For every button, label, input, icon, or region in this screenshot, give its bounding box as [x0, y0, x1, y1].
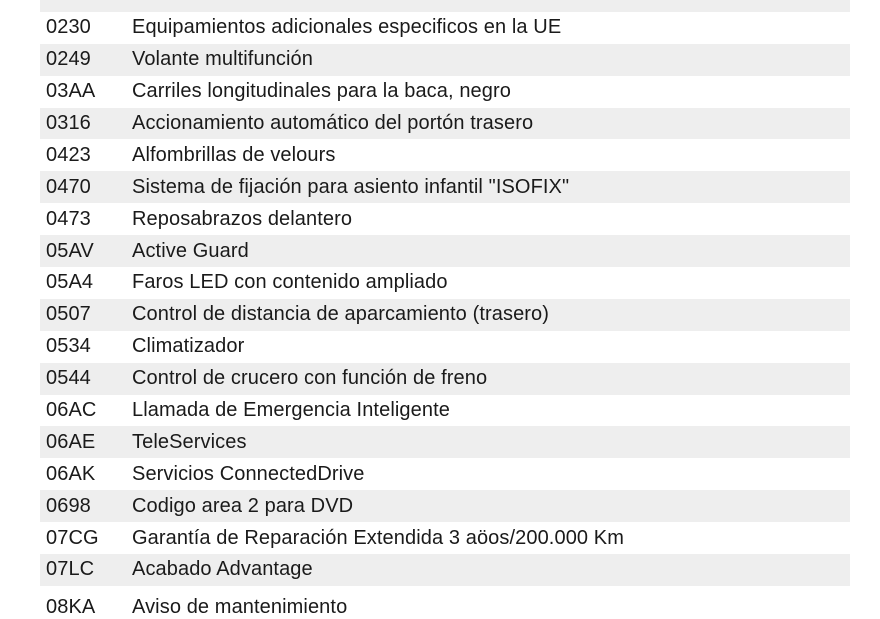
option-code: 06AK: [46, 462, 96, 485]
table-row: [40, 490, 850, 522]
table-row: [40, 108, 850, 140]
table-row: [40, 458, 850, 490]
table-row: [40, 299, 850, 331]
option-code: 06AE: [46, 430, 96, 453]
option-code: 05A4: [46, 271, 94, 294]
option-description: Garantía de Reparación Extendida 3 aöos/200.000 Km: [132, 526, 624, 549]
table-row: [40, 554, 850, 586]
table-row: [40, 331, 850, 363]
option-code: 0534: [46, 335, 91, 358]
option-code: 0698: [46, 494, 91, 517]
table-row: [40, 363, 850, 395]
option-code: 03AA: [46, 80, 96, 103]
option-code: 08KA: [46, 596, 96, 619]
option-description: Servicios ConnectedDrive: [132, 462, 365, 485]
option-description: Equipamientos adicionales especificos en la UE: [132, 16, 562, 39]
table-row: [40, 586, 850, 618]
table-row: [40, 426, 850, 458]
table-row: [40, 171, 850, 203]
option-code: 0473: [46, 207, 91, 230]
option-description: Faros LED con contenido ampliado: [132, 271, 448, 294]
option-code: 05AV: [46, 239, 94, 262]
option-description: Control de crucero con función de freno: [132, 367, 488, 390]
option-description: Codigo area 2 para DVD: [132, 494, 354, 517]
table-row: [40, 203, 850, 235]
option-description: Volante multifunción: [132, 48, 314, 71]
option-code: 0249: [46, 48, 91, 71]
option-description: Active Guard: [132, 239, 249, 262]
option-description: Climatizador: [132, 335, 245, 358]
options-table: [40, 0, 850, 618]
option-code: 0544: [46, 367, 91, 390]
table-row: [40, 0, 850, 12]
option-description: Acabado Advantage: [132, 558, 313, 581]
option-description: Aviso de mantenimiento: [132, 596, 348, 619]
option-description: Llamada de Emergencia Inteligente: [132, 399, 450, 422]
option-description: Accionamiento automático del portón trasero: [132, 112, 534, 134]
table-row: [40, 235, 850, 267]
option-code: 07CG: [46, 526, 99, 549]
option-code: 07LC: [46, 558, 95, 581]
option-description: Alfombrillas de velours: [132, 143, 336, 166]
option-code: 0316: [46, 112, 91, 134]
option-description: TeleServices: [132, 430, 247, 453]
option-code: 0507: [46, 303, 91, 326]
table-row: [40, 267, 850, 299]
table-row: [40, 522, 850, 554]
table-row: [40, 76, 850, 108]
option-description: Reposabrazos delantero: [132, 207, 353, 230]
option-code: 0470: [46, 175, 91, 198]
table-row: [40, 395, 850, 427]
table-row: [40, 44, 850, 76]
option-code: 0230: [46, 16, 91, 39]
option-description: Sistema de fijación para asiento infantil "ISOFIX": [132, 175, 570, 198]
option-code: 0423: [46, 143, 91, 166]
option-description: Control de distancia de aparcamiento (trasero): [132, 303, 550, 326]
option-description: Carriles longitudinales para la baca, negro: [132, 80, 511, 103]
table-row: [40, 12, 850, 44]
table-row: [40, 139, 850, 171]
option-code: 06AC: [46, 399, 97, 422]
